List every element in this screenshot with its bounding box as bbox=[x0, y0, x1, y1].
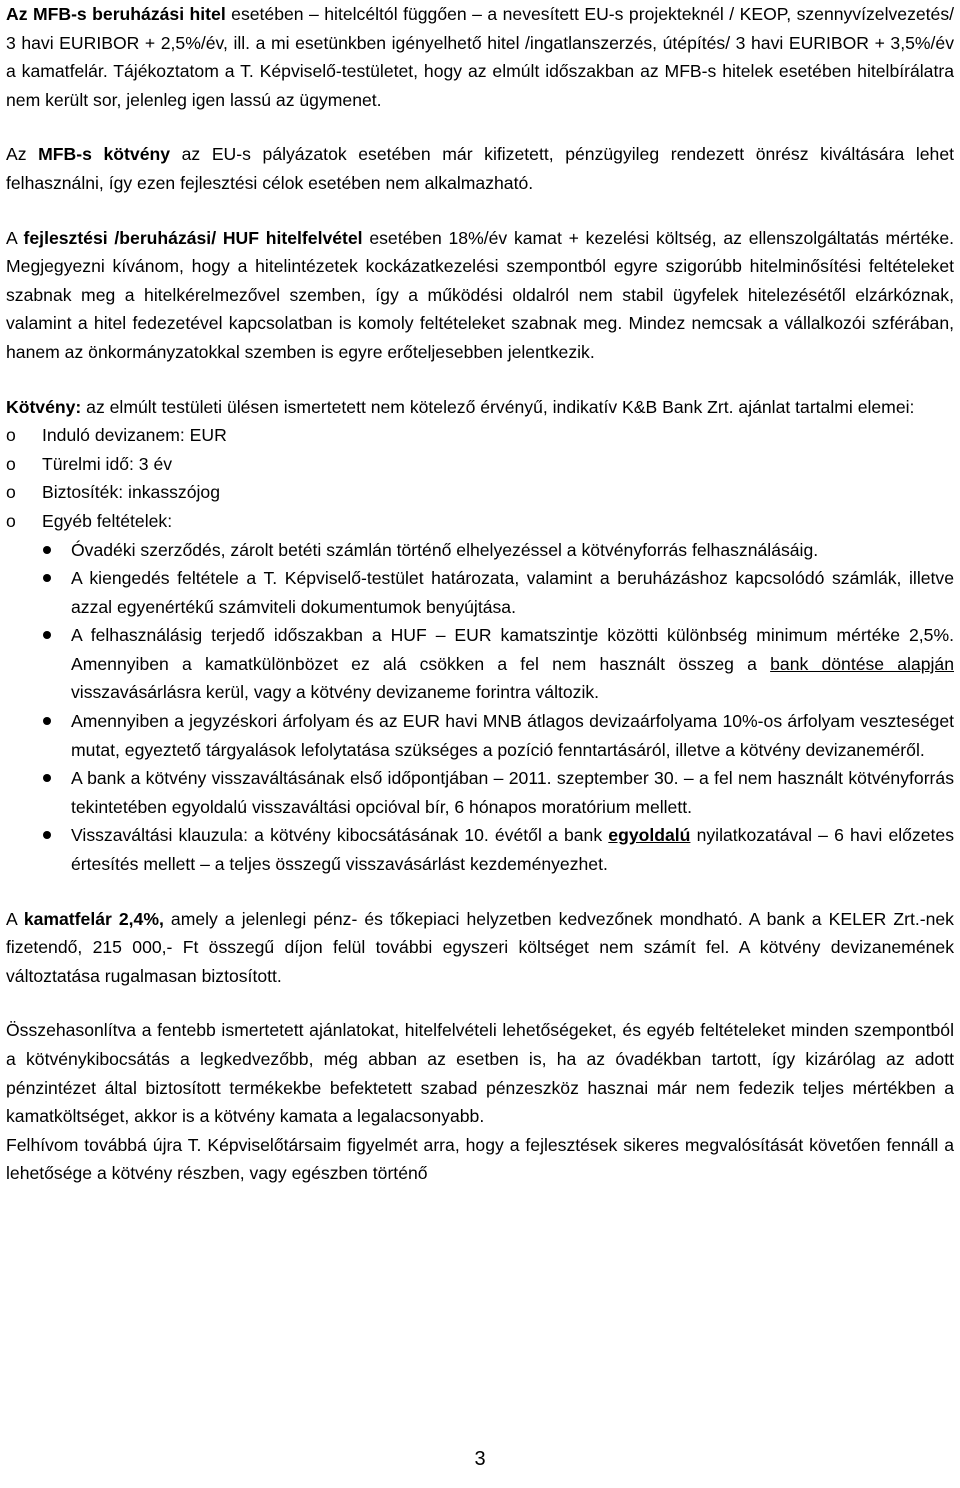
other-conditions-list bbox=[6, 536, 954, 879]
bold-term: kamatfelár 2,4%, bbox=[23, 908, 164, 929]
paragraph-mfb-bond: Az MFB-s kötvény az EU-s pályázatok esetében már kifizetett, pénzügyileg rendezett önrész kiváltására lehet felhasználni, így ezen fejlesztési célok esetében nem alkalmazható. bbox=[6, 144, 954, 193]
list-item: A kiengedés feltétele a T. Képviselő-testület határozata, valamint a beruházáshoz kapcsolódó számlák, illetve azzal egyenértékű számviteli dokumentumok benyújtása. bbox=[6, 564, 954, 621]
list-item: Amennyiben a jegyzéskori árfolyam és az EUR havi MNB átlagos devizaárfolyama 10%-os árfolyam veszteséget mutat, egyeztető tárgyalások lefolytatása szükséges a pozíció fenntartásáról, illetve a kötvény devizaneméről. bbox=[6, 707, 954, 764]
paragraph-attention: Felhívom továbbá újra T. Képviselőtársaim figyelmét arra, hogy a fejlesztések sikeres megvalósítását követően fennáll a lehetősége a kötvény részben, vagy egészben történő bbox=[6, 1134, 954, 1184]
bold-term: MFB-s kötvény bbox=[38, 144, 171, 165]
list-item: A felhasználásig terjedő időszakban a HUF – EUR kamatszintje közötti különbség minimum mértéke 2,5%. Amennyiben a kamatkülönbözet ez alá csökken a fel nem használt összeg a bank döntése alapján visszavásárlásra kerül, vagy a kötvény devizaneme forintra változik. bbox=[6, 621, 954, 707]
list-item: o Türelmi idő: 3 év bbox=[6, 450, 954, 479]
list-item: Óvadéki szerződés, zárolt betéti számlán történő elhelyezéssel a kötvényforrás felhasználásáig. bbox=[6, 536, 954, 565]
underlined-bold-text: egyoldalú bbox=[608, 825, 691, 846]
paragraph-huf-loan: A fejlesztési /beruházási/ HUF hitelfelvétel esetében 18%/év kamat + kezelési költség, az ellenszolgáltatás mértéke. Megjegyezni kívánom, hogy a hitelintézetek kockázatkezelési szempontból egyre szigorúbb hitelminősítési feltételeket szabnak meg a hitelkérelmezővel szemben, így a működési oldalról nem stabil ügyfelek hitelezésétől elzárkóznak, valamint a hitel fedezetével kapcsolatban is komoly feltételeket szabnak meg. Mindez nemcsak a vállalkozói szférában, hanem az önkormányzatokkal szemben is egyre erőteljesebben jelentkezik. bbox=[6, 227, 954, 362]
underlined-text: bank döntése alapján bbox=[770, 653, 955, 674]
offer-elements-list bbox=[6, 421, 954, 535]
paragraph-bond-offer: Kötvény: az elmúlt testületi ülésen ismertetett nem kötelező érvényű, indikatív K&B Bank Zrt. ajánlat tartalmi elemei: bbox=[6, 396, 915, 417]
page-number: 3 bbox=[474, 1448, 486, 1470]
paragraph-interest-margin: A kamatfelár 2,4%, amely a jelenlegi pénz- és tőkepiaci helyzetben kedvezőnek mondható. A bank a KELER Zrt.-nek fizetendő, 215 000,- Ft összegű díjon felül további egyszeri költséget nem számít fel. A kötvény devizanemének változtatása rugalmasan biztosított. bbox=[6, 908, 954, 986]
list-item: A bank a kötvény visszaváltásának első időpontjában – 2011. szeptember 30. – a fel nem használt kötvényforrás tekintetében egyoldalú visszaváltási opcióval bír, 6 hónapos moratórium mellett. bbox=[6, 764, 954, 821]
list-item: o Egyéb feltételek: bbox=[6, 507, 954, 536]
bold-term: Kötvény: bbox=[6, 396, 82, 417]
document-page bbox=[6, 0, 954, 1188]
paragraph-comparison: Összehasonlítva a fentebb ismertetett ajánlatokat, hitelfelvételi lehetőségeket, és egyéb feltételeket minden szempontból a kötvénykibocsátás a legkedvezőbb, még abban az esetben is, ha az óvadékban tartott, így kizárólag az adott pénzintézet által biztosított termékekbe befektetett szabad pénzeszköz hasznai már nem fedezik teljes mértékben a kamatköltséget, akkor is a kötvény kamata a legalacsonyabb. bbox=[6, 1020, 954, 1127]
list-item: o Biztosíték: inkasszójog bbox=[6, 478, 954, 507]
list-item: o Induló devizanem: EUR bbox=[6, 421, 954, 450]
list-item: Visszaváltási klauzula: a kötvény kibocsátásának 10. évétől a bank egyoldalú nyilatkozatával – 6 havi előzetes értesítés mellett – a teljes összegű visszavásárlást kezdeményezhet. bbox=[6, 821, 954, 878]
paragraph-mfb-loan: Az MFB-s beruházási hitel esetében – hitelcéltól függően – a nevesített EU-s projekteknél / KEOP, szennyvízelvezetés/ 3 havi EURIBOR + 2,5%/év, ill. a mi esetünkben igényelhető hitel /ingatlanszerzés, útépítés/ 3 havi EURIBOR + 3,5%/év a kamatfelár. Tájékoztatom a T. Képviselő-testületet, hogy az elmúlt időszakban az MFB-s hitelek esetében hitelbírálatra nem került sor, jelenleg igen lassú az ügymenet. bbox=[6, 4, 955, 110]
bold-term: Az MFB-s beruházási hitel bbox=[6, 4, 226, 24]
bold-term: fejlesztési /beruházási/ HUF hitelfelvétel bbox=[23, 227, 363, 248]
